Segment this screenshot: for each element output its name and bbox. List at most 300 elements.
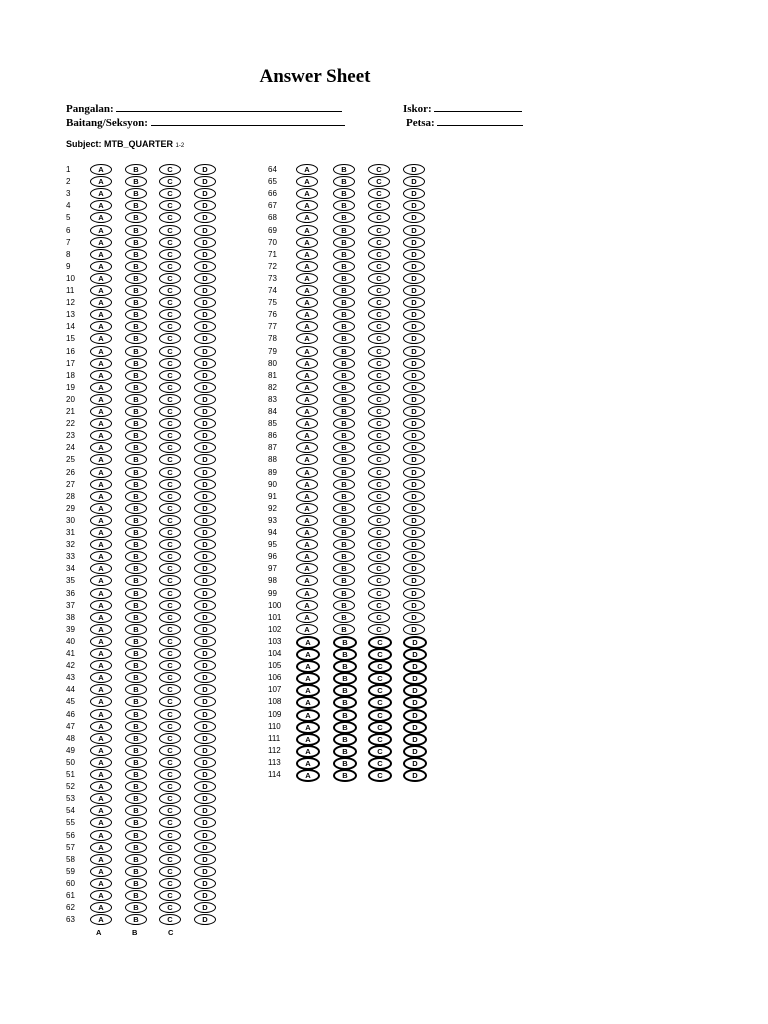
choice-bubble-b[interactable]: B <box>125 200 147 211</box>
choice-bubble-a[interactable]: A <box>90 418 112 429</box>
choice-bubble-c[interactable]: C <box>159 563 181 574</box>
choice-bubble-c[interactable]: C <box>159 866 181 877</box>
choice-bubble-d[interactable]: D <box>194 442 216 453</box>
choice-bubble-b[interactable]: B <box>333 406 355 417</box>
choice-bubble-c[interactable]: C <box>159 382 181 393</box>
choice-bubble-b[interactable]: B <box>333 297 355 308</box>
choice-bubble-a[interactable]: A <box>90 890 112 901</box>
choice-bubble-a[interactable]: A <box>296 297 318 308</box>
choice-bubble-b[interactable]: B <box>125 309 147 320</box>
choice-bubble-b[interactable]: B <box>125 648 147 659</box>
choice-bubble-d[interactable]: D <box>194 479 216 490</box>
choice-bubble-a[interactable]: A <box>90 273 112 284</box>
choice-bubble-b[interactable]: B <box>333 382 355 393</box>
choice-bubble-b[interactable]: B <box>333 648 357 661</box>
choice-bubble-d[interactable]: D <box>403 684 427 697</box>
choice-bubble-b[interactable]: B <box>333 346 355 357</box>
choice-bubble-d[interactable]: D <box>194 600 216 611</box>
choice-bubble-d[interactable]: D <box>194 588 216 599</box>
choice-bubble-d[interactable]: D <box>403 370 425 381</box>
choice-bubble-a[interactable]: A <box>296 745 320 758</box>
choice-bubble-b[interactable]: B <box>125 237 147 248</box>
choice-bubble-c[interactable]: C <box>159 454 181 465</box>
choice-bubble-b[interactable]: B <box>125 164 147 175</box>
choice-bubble-c[interactable]: C <box>368 442 390 453</box>
choice-bubble-d[interactable]: D <box>403 491 425 502</box>
choice-bubble-d[interactable]: D <box>194 805 216 816</box>
choice-bubble-d[interactable]: D <box>403 769 427 782</box>
choice-bubble-d[interactable]: D <box>194 830 216 841</box>
choice-bubble-d[interactable]: D <box>194 467 216 478</box>
choice-bubble-a[interactable]: A <box>90 914 112 925</box>
choice-bubble-b[interactable]: B <box>125 297 147 308</box>
choice-bubble-b[interactable]: B <box>125 418 147 429</box>
choice-bubble-c[interactable]: C <box>159 394 181 405</box>
choice-bubble-c[interactable]: C <box>159 600 181 611</box>
choice-bubble-c[interactable]: C <box>159 830 181 841</box>
choice-bubble-c[interactable]: C <box>368 273 390 284</box>
choice-bubble-d[interactable]: D <box>194 491 216 502</box>
choice-bubble-b[interactable]: B <box>125 467 147 478</box>
choice-bubble-d[interactable]: D <box>403 394 425 405</box>
choice-bubble-b[interactable]: B <box>333 551 355 562</box>
choice-bubble-a[interactable]: A <box>90 600 112 611</box>
choice-bubble-d[interactable]: D <box>194 684 216 695</box>
choice-bubble-d[interactable]: D <box>403 721 427 734</box>
choice-bubble-c[interactable]: C <box>368 309 390 320</box>
choice-bubble-c[interactable]: C <box>368 624 390 635</box>
choice-bubble-d[interactable]: D <box>194 709 216 720</box>
choice-bubble-a[interactable]: A <box>90 479 112 490</box>
choice-bubble-b[interactable]: B <box>125 624 147 635</box>
choice-bubble-a[interactable]: A <box>296 491 318 502</box>
choice-bubble-d[interactable]: D <box>403 696 427 709</box>
choice-bubble-b[interactable]: B <box>125 709 147 720</box>
choice-bubble-d[interactable]: D <box>194 249 216 260</box>
choice-bubble-a[interactable]: A <box>90 382 112 393</box>
choice-bubble-d[interactable]: D <box>194 430 216 441</box>
choice-bubble-b[interactable]: B <box>125 902 147 913</box>
choice-bubble-b[interactable]: B <box>125 890 147 901</box>
choice-bubble-d[interactable]: D <box>403 757 427 770</box>
choice-bubble-b[interactable]: B <box>125 333 147 344</box>
choice-bubble-d[interactable]: D <box>403 600 425 611</box>
choice-bubble-d[interactable]: D <box>194 176 216 187</box>
choice-bubble-b[interactable]: B <box>333 515 355 526</box>
choice-bubble-c[interactable]: C <box>159 745 181 756</box>
choice-bubble-d[interactable]: D <box>194 551 216 562</box>
choice-bubble-c[interactable]: C <box>368 188 390 199</box>
choice-bubble-b[interactable]: B <box>333 200 355 211</box>
choice-bubble-c[interactable]: C <box>159 249 181 260</box>
choice-bubble-b[interactable]: B <box>125 696 147 707</box>
choice-bubble-a[interactable]: A <box>90 225 112 236</box>
choice-bubble-a[interactable]: A <box>296 394 318 405</box>
choice-bubble-a[interactable]: A <box>296 321 318 332</box>
choice-bubble-b[interactable]: B <box>125 479 147 490</box>
choice-bubble-a[interactable]: A <box>90 358 112 369</box>
choice-bubble-c[interactable]: C <box>368 358 390 369</box>
choice-bubble-c[interactable]: C <box>368 212 390 223</box>
choice-bubble-a[interactable]: A <box>296 660 320 673</box>
choice-bubble-a[interactable]: A <box>296 515 318 526</box>
choice-bubble-b[interactable]: B <box>125 273 147 284</box>
choice-bubble-c[interactable]: C <box>368 757 392 770</box>
choice-bubble-d[interactable]: D <box>403 273 425 284</box>
choice-bubble-b[interactable]: B <box>125 370 147 381</box>
choice-bubble-a[interactable]: A <box>296 225 318 236</box>
choice-bubble-c[interactable]: C <box>159 588 181 599</box>
choice-bubble-c[interactable]: C <box>368 225 390 236</box>
choice-bubble-d[interactable]: D <box>403 382 425 393</box>
choice-bubble-a[interactable]: A <box>296 285 318 296</box>
choice-bubble-b[interactable]: B <box>125 769 147 780</box>
choice-bubble-d[interactable]: D <box>194 346 216 357</box>
choice-bubble-c[interactable]: C <box>159 793 181 804</box>
choice-bubble-b[interactable]: B <box>333 491 355 502</box>
choice-bubble-a[interactable]: A <box>90 721 112 732</box>
choice-bubble-c[interactable]: C <box>159 515 181 526</box>
choice-bubble-b[interactable]: B <box>125 212 147 223</box>
choice-bubble-b[interactable]: B <box>333 442 355 453</box>
choice-bubble-d[interactable]: D <box>194 612 216 623</box>
choice-bubble-a[interactable]: A <box>90 733 112 744</box>
choice-bubble-a[interactable]: A <box>296 612 318 623</box>
choice-bubble-a[interactable]: A <box>90 212 112 223</box>
choice-bubble-a[interactable]: A <box>296 684 320 697</box>
choice-bubble-c[interactable]: C <box>159 781 181 792</box>
choice-bubble-b[interactable]: B <box>125 866 147 877</box>
choice-bubble-c[interactable]: C <box>368 745 392 758</box>
choice-bubble-a[interactable]: A <box>296 370 318 381</box>
choice-bubble-c[interactable]: C <box>159 346 181 357</box>
choice-bubble-d[interactable]: D <box>194 382 216 393</box>
choice-bubble-d[interactable]: D <box>403 358 425 369</box>
choice-bubble-c[interactable]: C <box>368 696 392 709</box>
choice-bubble-b[interactable]: B <box>125 842 147 853</box>
choice-bubble-c[interactable]: C <box>159 442 181 453</box>
choice-bubble-d[interactable]: D <box>194 721 216 732</box>
choice-bubble-d[interactable]: D <box>403 418 425 429</box>
choice-bubble-d[interactable]: D <box>194 660 216 671</box>
choice-bubble-d[interactable]: D <box>194 636 216 647</box>
choice-bubble-a[interactable]: A <box>90 261 112 272</box>
choice-bubble-c[interactable]: C <box>159 721 181 732</box>
choice-bubble-a[interactable]: A <box>90 696 112 707</box>
choice-bubble-b[interactable]: B <box>125 527 147 538</box>
choice-bubble-b[interactable]: B <box>125 805 147 816</box>
choice-bubble-c[interactable]: C <box>159 309 181 320</box>
choice-bubble-d[interactable]: D <box>194 358 216 369</box>
choice-bubble-b[interactable]: B <box>125 249 147 260</box>
choice-bubble-b[interactable]: B <box>333 212 355 223</box>
choice-bubble-b[interactable]: B <box>125 285 147 296</box>
choice-bubble-c[interactable]: C <box>368 370 390 381</box>
choice-bubble-b[interactable]: B <box>125 660 147 671</box>
choice-bubble-c[interactable]: C <box>159 176 181 187</box>
choice-bubble-b[interactable]: B <box>333 309 355 320</box>
choice-bubble-c[interactable]: C <box>159 467 181 478</box>
choice-bubble-c[interactable]: C <box>368 321 390 332</box>
choice-bubble-d[interactable]: D <box>194 624 216 635</box>
choice-bubble-c[interactable]: C <box>368 563 390 574</box>
choice-bubble-b[interactable]: B <box>333 563 355 574</box>
choice-bubble-c[interactable]: C <box>368 733 392 746</box>
choice-bubble-c[interactable]: C <box>368 636 392 649</box>
choice-bubble-b[interactable]: B <box>125 684 147 695</box>
choice-bubble-a[interactable]: A <box>90 636 112 647</box>
choice-bubble-c[interactable]: C <box>368 769 392 782</box>
choice-bubble-c[interactable]: C <box>159 333 181 344</box>
choice-bubble-a[interactable]: A <box>90 321 112 332</box>
choice-bubble-d[interactable]: D <box>403 261 425 272</box>
choice-bubble-c[interactable]: C <box>159 200 181 211</box>
choice-bubble-c[interactable]: C <box>159 406 181 417</box>
choice-bubble-c[interactable]: C <box>159 902 181 913</box>
choice-bubble-a[interactable]: A <box>90 878 112 889</box>
choice-bubble-b[interactable]: B <box>125 321 147 332</box>
choice-bubble-c[interactable]: C <box>368 261 390 272</box>
choice-bubble-c[interactable]: C <box>159 733 181 744</box>
choice-bubble-a[interactable]: A <box>90 781 112 792</box>
choice-bubble-c[interactable]: C <box>159 805 181 816</box>
choice-bubble-c[interactable]: C <box>159 854 181 865</box>
choice-bubble-a[interactable]: A <box>296 261 318 272</box>
choice-bubble-a[interactable]: A <box>90 842 112 853</box>
choice-bubble-c[interactable]: C <box>368 176 390 187</box>
choice-bubble-d[interactable]: D <box>403 709 427 722</box>
choice-bubble-d[interactable]: D <box>403 745 427 758</box>
choice-bubble-a[interactable]: A <box>90 346 112 357</box>
choice-bubble-b[interactable]: B <box>125 588 147 599</box>
choice-bubble-d[interactable]: D <box>403 200 425 211</box>
choice-bubble-d[interactable]: D <box>403 430 425 441</box>
choice-bubble-b[interactable]: B <box>333 696 357 709</box>
choice-bubble-a[interactable]: A <box>90 866 112 877</box>
choice-bubble-a[interactable]: A <box>90 406 112 417</box>
choice-bubble-d[interactable]: D <box>194 297 216 308</box>
choice-bubble-a[interactable]: A <box>90 854 112 865</box>
choice-bubble-d[interactable]: D <box>194 333 216 344</box>
choice-bubble-c[interactable]: C <box>368 588 390 599</box>
choice-bubble-d[interactable]: D <box>194 418 216 429</box>
choice-bubble-a[interactable]: A <box>296 624 318 635</box>
choice-bubble-b[interactable]: B <box>333 745 357 758</box>
choice-bubble-c[interactable]: C <box>368 406 390 417</box>
choice-bubble-d[interactable]: D <box>194 406 216 417</box>
choice-bubble-b[interactable]: B <box>333 660 357 673</box>
choice-bubble-b[interactable]: B <box>333 261 355 272</box>
choice-bubble-a[interactable]: A <box>296 406 318 417</box>
choice-bubble-d[interactable]: D <box>403 636 427 649</box>
choice-bubble-d[interactable]: D <box>403 321 425 332</box>
choice-bubble-d[interactable]: D <box>194 503 216 514</box>
choice-bubble-a[interactable]: A <box>296 527 318 538</box>
choice-bubble-b[interactable]: B <box>125 515 147 526</box>
choice-bubble-a[interactable]: A <box>296 551 318 562</box>
choice-bubble-c[interactable]: C <box>368 672 392 685</box>
choice-bubble-b[interactable]: B <box>125 757 147 768</box>
choice-bubble-b[interactable]: B <box>333 636 357 649</box>
choice-bubble-a[interactable]: A <box>296 200 318 211</box>
choice-bubble-b[interactable]: B <box>333 454 355 465</box>
choice-bubble-b[interactable]: B <box>333 757 357 770</box>
choice-bubble-c[interactable]: C <box>368 491 390 502</box>
choice-bubble-d[interactable]: D <box>403 249 425 260</box>
choice-bubble-a[interactable]: A <box>90 430 112 441</box>
choice-bubble-a[interactable]: A <box>90 551 112 562</box>
choice-bubble-d[interactable]: D <box>194 394 216 405</box>
choice-bubble-d[interactable]: D <box>403 346 425 357</box>
choice-bubble-b[interactable]: B <box>333 188 355 199</box>
choice-bubble-a[interactable]: A <box>90 575 112 586</box>
choice-bubble-c[interactable]: C <box>368 382 390 393</box>
choice-bubble-a[interactable]: A <box>296 709 320 722</box>
choice-bubble-a[interactable]: A <box>90 394 112 405</box>
choice-bubble-d[interactable]: D <box>403 309 425 320</box>
choice-bubble-b[interactable]: B <box>333 503 355 514</box>
choice-bubble-b[interactable]: B <box>125 745 147 756</box>
choice-bubble-a[interactable]: A <box>90 745 112 756</box>
choice-bubble-b[interactable]: B <box>333 612 355 623</box>
choice-bubble-c[interactable]: C <box>159 624 181 635</box>
choice-bubble-a[interactable]: A <box>90 297 112 308</box>
choice-bubble-c[interactable]: C <box>368 237 390 248</box>
choice-bubble-c[interactable]: C <box>368 454 390 465</box>
choice-bubble-c[interactable]: C <box>159 225 181 236</box>
choice-bubble-a[interactable]: A <box>90 370 112 381</box>
choice-bubble-d[interactable]: D <box>194 237 216 248</box>
choice-bubble-c[interactable]: C <box>159 297 181 308</box>
choice-bubble-d[interactable]: D <box>194 212 216 223</box>
choice-bubble-c[interactable]: C <box>368 418 390 429</box>
choice-bubble-d[interactable]: D <box>194 454 216 465</box>
choice-bubble-d[interactable]: D <box>194 527 216 538</box>
choice-bubble-c[interactable]: C <box>159 164 181 175</box>
choice-bubble-d[interactable]: D <box>403 733 427 746</box>
choice-bubble-a[interactable]: A <box>90 830 112 841</box>
choice-bubble-a[interactable]: A <box>296 454 318 465</box>
choice-bubble-a[interactable]: A <box>90 309 112 320</box>
choice-bubble-c[interactable]: C <box>368 648 392 661</box>
choice-bubble-c[interactable]: C <box>159 612 181 623</box>
choice-bubble-c[interactable]: C <box>159 660 181 671</box>
choice-bubble-b[interactable]: B <box>125 539 147 550</box>
choice-bubble-a[interactable]: A <box>296 333 318 344</box>
choice-bubble-b[interactable]: B <box>125 176 147 187</box>
choice-bubble-a[interactable]: A <box>296 757 320 770</box>
choice-bubble-b[interactable]: B <box>333 394 355 405</box>
choice-bubble-d[interactable]: D <box>403 503 425 514</box>
choice-bubble-c[interactable]: C <box>368 394 390 405</box>
choice-bubble-c[interactable]: C <box>159 684 181 695</box>
choice-bubble-d[interactable]: D <box>194 515 216 526</box>
choice-bubble-d[interactable]: D <box>403 575 425 586</box>
choice-bubble-c[interactable]: C <box>368 600 390 611</box>
choice-bubble-b[interactable]: B <box>333 684 357 697</box>
choice-bubble-c[interactable]: C <box>368 297 390 308</box>
choice-bubble-d[interactable]: D <box>194 575 216 586</box>
choice-bubble-b[interactable]: B <box>333 479 355 490</box>
choice-bubble-b[interactable]: B <box>333 721 357 734</box>
choice-bubble-a[interactable]: A <box>296 358 318 369</box>
choice-bubble-a[interactable]: A <box>296 600 318 611</box>
choice-bubble-d[interactable]: D <box>403 454 425 465</box>
choice-bubble-a[interactable]: A <box>90 285 112 296</box>
choice-bubble-c[interactable]: C <box>368 164 390 175</box>
choice-bubble-b[interactable]: B <box>125 878 147 889</box>
choice-bubble-c[interactable]: C <box>368 709 392 722</box>
choice-bubble-b[interactable]: B <box>125 188 147 199</box>
choice-bubble-c[interactable]: C <box>159 430 181 441</box>
choice-bubble-b[interactable]: B <box>333 600 355 611</box>
choice-bubble-b[interactable]: B <box>333 321 355 332</box>
choice-bubble-d[interactable]: D <box>403 297 425 308</box>
choice-bubble-c[interactable]: C <box>159 769 181 780</box>
choice-bubble-b[interactable]: B <box>333 733 357 746</box>
choice-bubble-d[interactable]: D <box>194 914 216 925</box>
choice-bubble-a[interactable]: A <box>90 333 112 344</box>
choice-bubble-c[interactable]: C <box>159 285 181 296</box>
choice-bubble-a[interactable]: A <box>296 164 318 175</box>
choice-bubble-a[interactable]: A <box>90 769 112 780</box>
choice-bubble-b[interactable]: B <box>333 467 355 478</box>
choice-bubble-b[interactable]: B <box>333 164 355 175</box>
choice-bubble-c[interactable]: C <box>368 479 390 490</box>
choice-bubble-a[interactable]: A <box>90 515 112 526</box>
choice-bubble-a[interactable]: A <box>90 817 112 828</box>
choice-bubble-d[interactable]: D <box>403 479 425 490</box>
choice-bubble-c[interactable]: C <box>159 212 181 223</box>
choice-bubble-c[interactable]: C <box>368 467 390 478</box>
choice-bubble-a[interactable]: A <box>90 491 112 502</box>
choice-bubble-d[interactable]: D <box>194 769 216 780</box>
choice-bubble-d[interactable]: D <box>403 551 425 562</box>
choice-bubble-d[interactable]: D <box>403 648 427 661</box>
choice-bubble-c[interactable]: C <box>159 696 181 707</box>
choice-bubble-b[interactable]: B <box>125 612 147 623</box>
choice-bubble-a[interactable]: A <box>296 382 318 393</box>
choice-bubble-b[interactable]: B <box>125 781 147 792</box>
choice-bubble-d[interactable]: D <box>194 285 216 296</box>
choice-bubble-a[interactable]: A <box>296 467 318 478</box>
choice-bubble-d[interactable]: D <box>403 225 425 236</box>
choice-bubble-d[interactable]: D <box>403 624 425 635</box>
choice-bubble-a[interactable]: A <box>296 418 318 429</box>
choice-bubble-b[interactable]: B <box>333 588 355 599</box>
choice-bubble-b[interactable]: B <box>333 418 355 429</box>
choice-bubble-d[interactable]: D <box>194 370 216 381</box>
choice-bubble-d[interactable]: D <box>194 817 216 828</box>
choice-bubble-b[interactable]: B <box>333 358 355 369</box>
choice-bubble-b[interactable]: B <box>125 382 147 393</box>
choice-bubble-a[interactable]: A <box>296 479 318 490</box>
choice-bubble-a[interactable]: A <box>296 249 318 260</box>
choice-bubble-a[interactable]: A <box>90 660 112 671</box>
choice-bubble-d[interactable]: D <box>403 188 425 199</box>
choice-bubble-c[interactable]: C <box>368 684 392 697</box>
choice-bubble-a[interactable]: A <box>90 164 112 175</box>
choice-bubble-d[interactable]: D <box>194 733 216 744</box>
choice-bubble-b[interactable]: B <box>333 333 355 344</box>
choice-bubble-a[interactable]: A <box>90 588 112 599</box>
choice-bubble-b[interactable]: B <box>125 551 147 562</box>
choice-bubble-d[interactable]: D <box>194 261 216 272</box>
choice-bubble-c[interactable]: C <box>368 551 390 562</box>
choice-bubble-a[interactable]: A <box>90 539 112 550</box>
choice-bubble-d[interactable]: D <box>403 237 425 248</box>
choice-bubble-b[interactable]: B <box>333 370 355 381</box>
